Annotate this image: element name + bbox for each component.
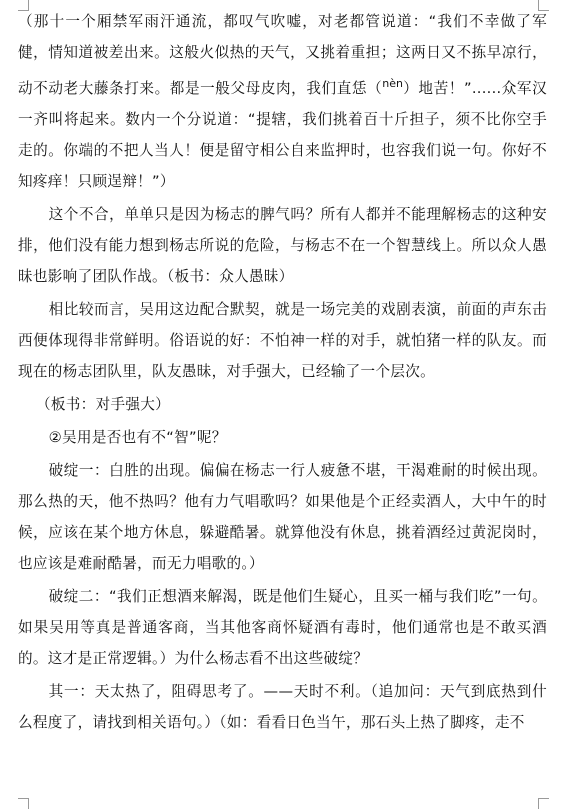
page-corner-mark-bottom-right <box>538 798 549 809</box>
page-corner-mark-bottom-left <box>18 798 29 809</box>
quote-text-part-1: （那十一个厢禁军雨汗通流，都叹气吹嘘，对老都管说道：“我们不幸做了军健，情知道被差出来。这般火似热的天气，又挑着重担；这两日又不拣早凉行，动不动老大藤条打来。都是一般父母皮肉，我们直恁（ <box>18 13 547 97</box>
analysis-paragraph-1: 这个不合，单单只是因为杨志的脾气吗？所有人都并不能理解杨志的这种安排，他们没有能力想到杨志所说的危险，与杨志不在一个智慧线上。所以众人愚昧也影响了团队作战。（板书：众人愚昧） <box>18 205 547 285</box>
document-page <box>18 6 547 738</box>
reason-one-paragraph: 其一：天太热了，阻碍思考了。——天时不利。（追加问：天气到底热到什么程度了，请找到相关语句。）（如：看看日色当午，那石头上热了脚疼，走不 <box>18 682 547 731</box>
quote-paragraph <box>18 6 547 197</box>
analysis-paragraph-2: 相比较而言，吴用这边配合默契，就是一场完美的戏剧表演，前面的声东击西便体现得非常鲜明。俗语说的好：不怕神一样的对手，就怕猪一样的队友。而现在的杨志团队里，队友愚昧，对手强大，已经输了一个层次。 <box>18 300 547 380</box>
flaw-one-paragraph: 破绽一：白胜的出现。偏偏在杨志一行人疲惫不堪，干渴难耐的时候出现。那么热的天，他不热吗？他有力气唱歌吗？如果他是个正经卖酒人，大中午的时候，应该在某个地方休息，躲避酷暑。就算他没有休息，挑着酒经过黄泥岗时，也应该是难耐酷暑，而无力唱歌的。） <box>18 461 547 572</box>
flaw-two-paragraph: 破绽二：“我们正想酒来解渴，既是他们生疑心，且买一桶与我们吃”一句。如果吴用等真是普通客商，当其他客商怀疑酒有毒时，他们通常也是不敢买酒的。这才是正常逻辑。）为什么杨志看不出这些破绽？ <box>18 587 547 667</box>
pinyin-annotation: nèn <box>382 77 403 90</box>
quote-text-part-2: ）地苦！”......众军汉一齐叫将起来。数内一个分说道：“提辖，我们挑着百十斤担子，须不比你空手走的。你端的不把人当人！便是留守相公自来监押时，也容我们说一句。你好不知疼痒！只顾逞辩！”） <box>18 79 547 190</box>
board-note: （板书：对手强大） <box>36 395 171 413</box>
question-heading: ②吴用是否也有不“智”呢？ <box>48 428 227 446</box>
